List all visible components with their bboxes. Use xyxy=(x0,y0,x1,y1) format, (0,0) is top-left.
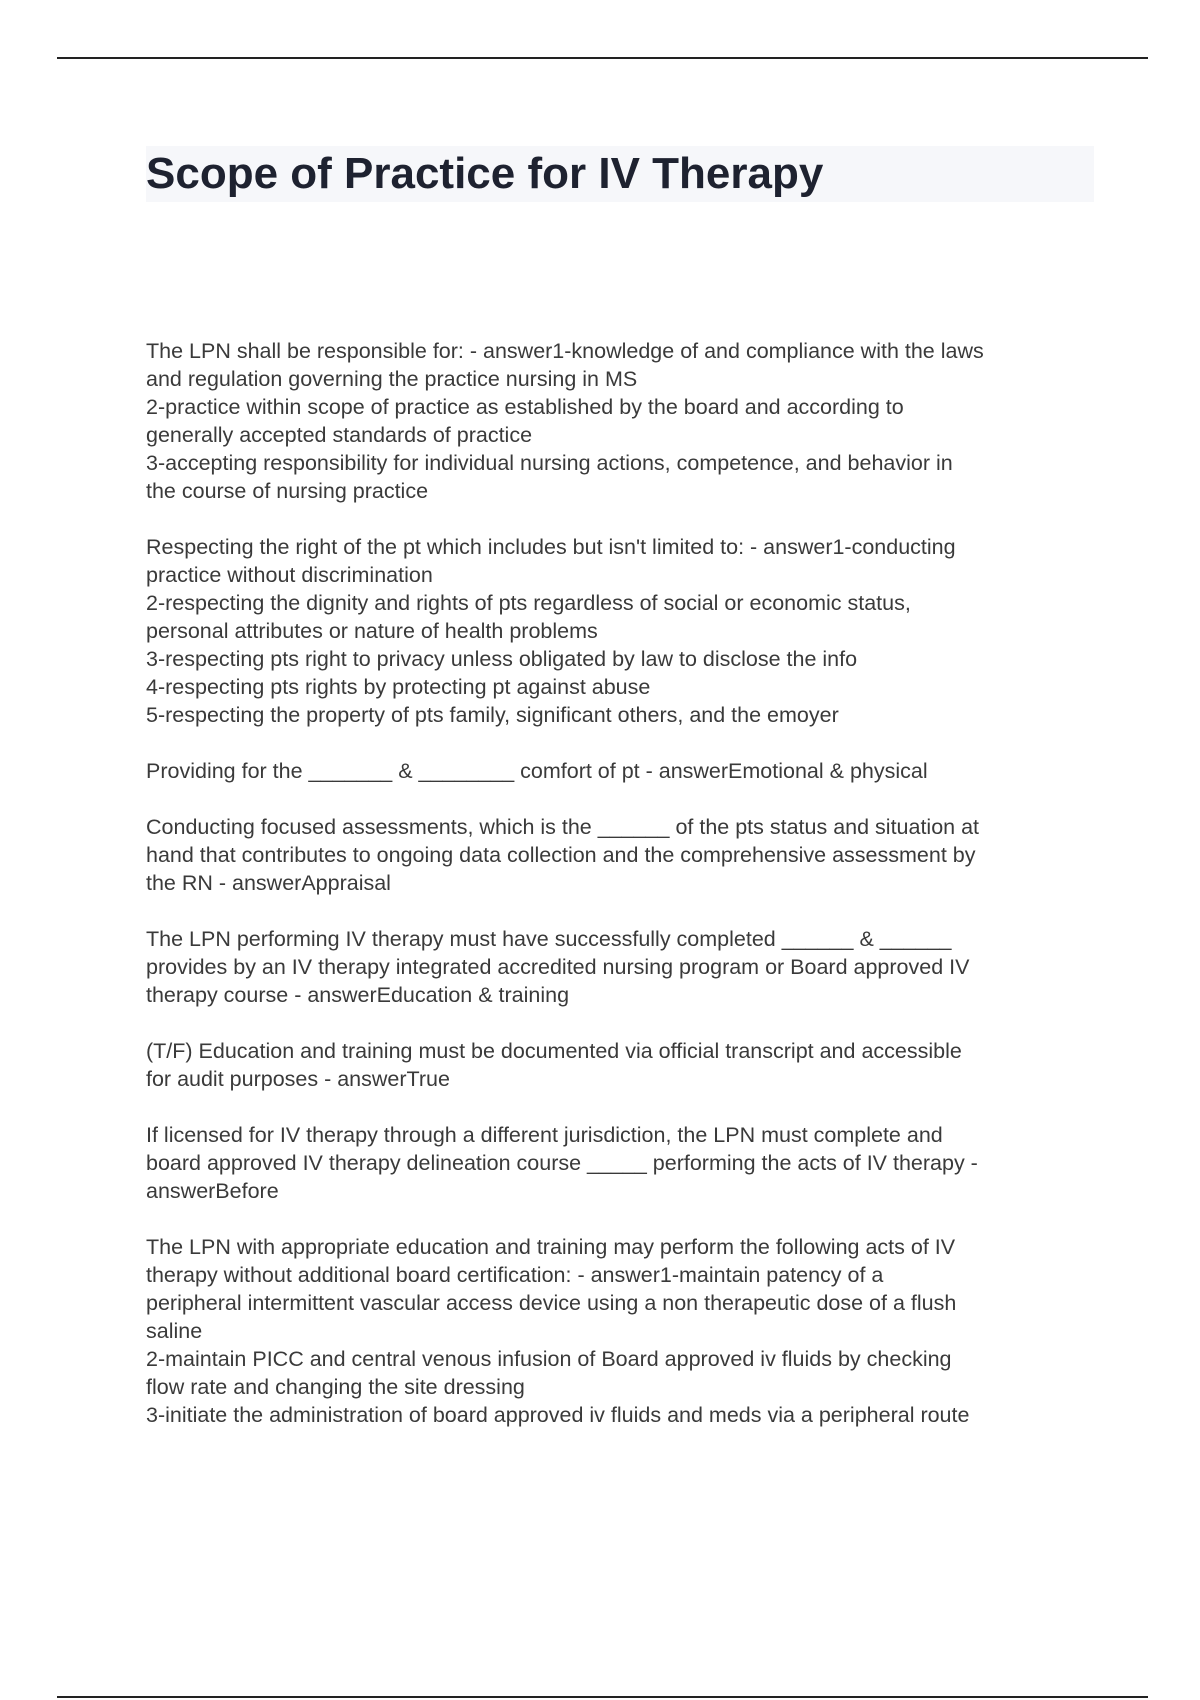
text-line: 5-respecting the property of pts family, significant others, and the emoyer xyxy=(146,703,839,727)
text-line: answerBefore xyxy=(146,1179,279,1203)
footer-divider xyxy=(57,1696,1148,1698)
qa-paragraph xyxy=(146,1037,1106,1093)
text-line: The LPN performing IV therapy must have successfully completed ______ & ______ xyxy=(146,927,952,951)
text-line: provides by an IV therapy integrated accredited nursing program or Board approved IV xyxy=(146,955,970,979)
text-line: The LPN with appropriate education and training may perform the following acts of IV xyxy=(146,1235,956,1259)
text-line: and regulation governing the practice nursing in MS xyxy=(146,367,638,391)
text-line: 2-maintain PICC and central venous infusion of Board approved iv fluids by checking xyxy=(146,1347,952,1371)
page-title: Scope of Practice for IV Therapy xyxy=(146,149,824,198)
text-line: 4-respecting pts rights by protecting pt against abuse xyxy=(146,675,651,699)
text-line: practice without discrimination xyxy=(146,563,433,587)
qa-paragraph xyxy=(146,925,1106,1009)
text-line: 3-initiate the administration of board approved iv fluids and meds via a peripheral route xyxy=(146,1403,970,1427)
qa-paragraph xyxy=(146,813,1106,897)
text-line: hand that contributes to ongoing data collection and the comprehensive assessment by xyxy=(146,843,976,867)
text-line: 3-accepting responsibility for individual nursing actions, competence, and behavior in xyxy=(146,451,953,475)
text-line: Respecting the right of the pt which includes but isn't limited to: - answer1-conducting xyxy=(146,535,956,559)
text-line: 2-practice within scope of practice as established by the board and according to xyxy=(146,395,904,419)
text-line: flow rate and changing the site dressing xyxy=(146,1375,525,1399)
text-line: the course of nursing practice xyxy=(146,479,429,503)
text-line: generally accepted standards of practice xyxy=(146,423,533,447)
qa-paragraph xyxy=(146,757,1106,785)
text-line: personal attributes or nature of health problems xyxy=(146,619,598,643)
text-line: 3-respecting pts right to privacy unless obligated by law to disclose the info xyxy=(146,647,858,671)
text-line: for audit purposes - answerTrue xyxy=(146,1067,450,1091)
text-line: Providing for the _______ & ________ comfort of pt - answerEmotional & physical xyxy=(146,759,928,783)
qa-paragraph xyxy=(146,533,1106,729)
text-line: If licensed for IV therapy through a different jurisdiction, the LPN must complete and xyxy=(146,1123,943,1147)
qa-paragraph xyxy=(146,1233,1106,1429)
text-line: (T/F) Education and training must be documented via official transcript and accessible xyxy=(146,1039,962,1063)
qa-paragraph xyxy=(146,1121,1106,1205)
text-line: therapy course - answerEducation & training xyxy=(146,983,570,1007)
text-line: board approved IV therapy delineation course _____ performing the acts of IV therapy - xyxy=(146,1151,978,1175)
text-line: peripheral intermittent vascular access device using a non therapeutic dose of a flush xyxy=(146,1291,957,1315)
document-body xyxy=(146,337,1106,1457)
text-line: Conducting focused assessments, which is the ______ of the pts status and situation at xyxy=(146,815,980,839)
text-line: the RN - answerAppraisal xyxy=(146,871,391,895)
text-line: 2-respecting the dignity and rights of pts regardless of social or economic status, xyxy=(146,591,911,615)
text-line: therapy without additional board certification: - answer1-maintain patency of a xyxy=(146,1263,884,1287)
text-line: The LPN shall be responsible for: - answer1-knowledge of and compliance with the laws xyxy=(146,339,984,363)
header-divider xyxy=(57,57,1148,59)
qa-paragraph xyxy=(146,337,1106,505)
text-line: saline xyxy=(146,1319,203,1343)
